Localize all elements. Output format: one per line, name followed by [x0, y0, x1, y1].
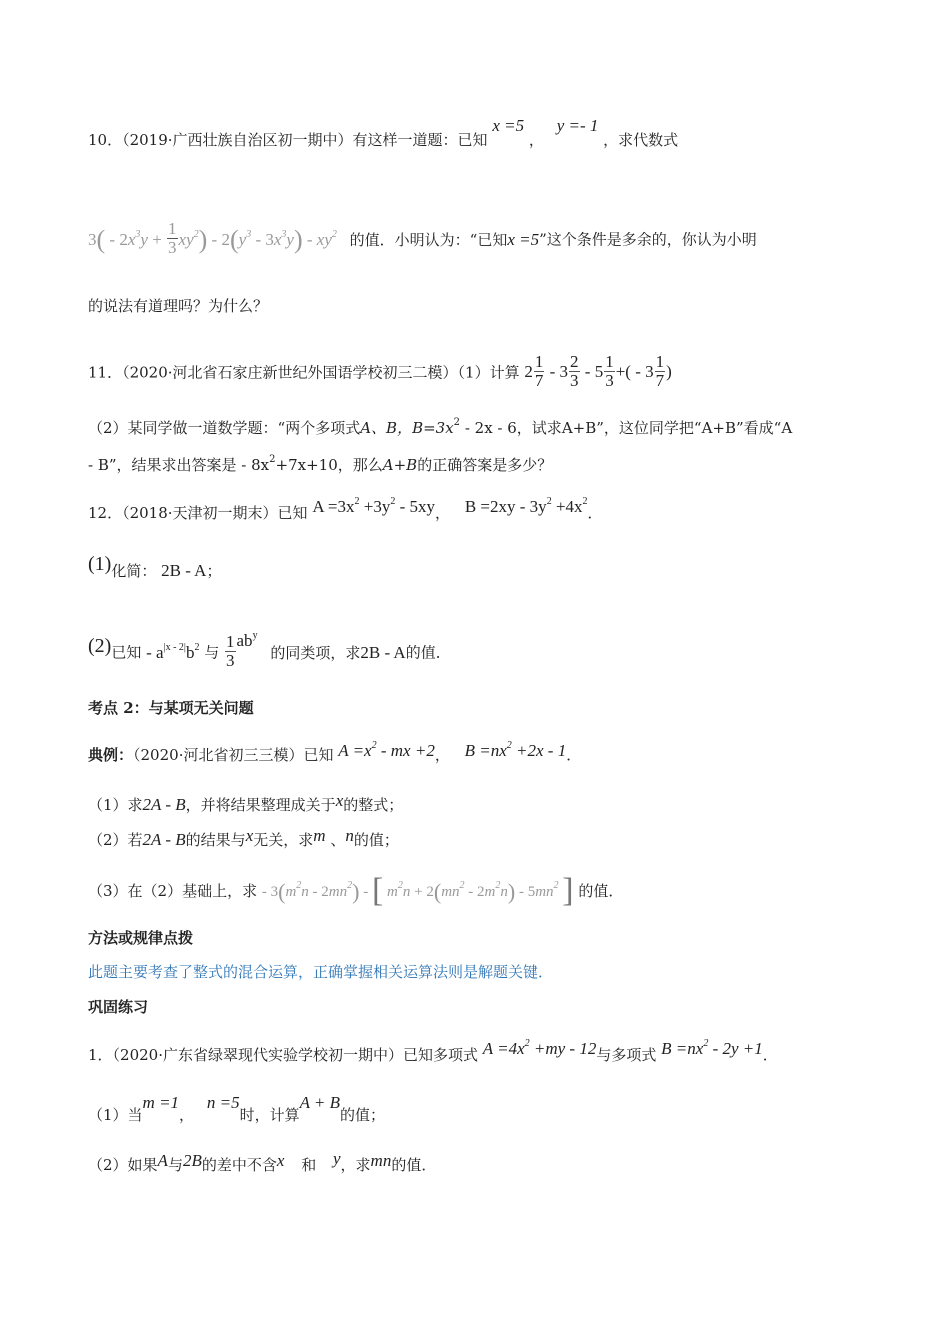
q12-p2-label: (2)	[88, 634, 112, 657]
k2-p3-b: 的值．	[578, 882, 624, 900]
q11-part2-e: - B”，结果求出答案是 - 8x	[88, 456, 270, 474]
q12-source: （2018·天津初一期末）	[122, 504, 278, 522]
example-B-expr: $B =nx^2 +2x - 1$	[464, 740, 567, 760]
q11-part2-line2: - B”，结果求出答案是 - $8x^2+7x+10$，那么A+B的正确答案是多少？	[88, 454, 553, 474]
q11-part2-c: - 2x - 6，试求	[460, 419, 562, 437]
practice-p1-c: 的值；	[340, 1106, 386, 1124]
q10-cond-x: x =5	[492, 116, 525, 135]
k2-p2-n: n	[345, 826, 354, 845]
practice-q1-line	[88, 1038, 778, 1068]
practice-num: 1．	[88, 1046, 113, 1064]
q12-p1-end: ；	[206, 562, 222, 580]
q10-source: （2019·广西壮族自治区初一期中）	[122, 131, 353, 149]
k2-p2-m: m	[313, 826, 326, 845]
q11-part2-f: +7x+10，那么	[275, 456, 383, 474]
q12-p2-mid: 与	[204, 643, 220, 662]
q10-text3: 的值．小明认为：“已知	[349, 230, 508, 249]
practice-p1-a: （1）当	[88, 1106, 143, 1124]
q10-text1: 有这样一道题：已知	[352, 131, 488, 149]
q12-expr-A: $A =3x^2 +3y^2 - 5xy$	[312, 496, 436, 516]
q12-p1-label: (1)	[88, 553, 112, 575]
practice-p2-a: （2）如果	[88, 1156, 158, 1174]
practice-p2-y: y	[332, 1149, 341, 1168]
k2-p3-a: （3）在（2）基础上，求	[88, 882, 258, 900]
q11-source: （2020·河北省石家庄新世纪外国语学校初三二模）	[122, 363, 458, 382]
k2-p1-b: ，并将结果整理成关于	[185, 796, 336, 814]
q10-cond-x2: x =5	[507, 229, 540, 249]
q11-calc-expression: 2 $\frac{1}{7}$ - 3 $\frac{2}{3}$ - 5 $\frac{1}{3}$ +( - 3 $\frac{1}{7}$ )	[524, 352, 672, 390]
practice-end: ．	[762, 1046, 778, 1064]
q10-number: 10．	[88, 131, 123, 149]
k2-p2-a: （2）若	[88, 831, 143, 849]
q10-line1	[88, 116, 679, 150]
practice-p2-A: A	[157, 1151, 168, 1170]
practice-p2-f: 的值．	[391, 1156, 437, 1174]
q12-line1	[88, 496, 603, 526]
practice-p1-sep: ，	[179, 1106, 195, 1124]
k2-p2-d: 、	[330, 831, 346, 849]
k2-p2-expr: 2A - B	[142, 830, 186, 849]
q11-part1-prefix: （1）计算	[457, 363, 520, 382]
k2-p1-a: （1）求	[88, 796, 143, 814]
q10-fraction: $\frac{1}{3}$	[168, 219, 177, 257]
practice-A-expr: $A =4x^2 +my - 12$	[482, 1038, 597, 1058]
practice-B-expr: $B =nx^2 - 2y +1$	[661, 1038, 763, 1058]
q12-part2	[88, 629, 451, 672]
practice-p2-b: 与	[167, 1156, 183, 1174]
practice-p1-expr: A + B	[299, 1093, 341, 1112]
q10-text4: ”这个条件是多余的，你认为小明	[539, 230, 757, 249]
example-label: 典例：	[88, 746, 134, 764]
q10-expr-3: 3	[88, 229, 97, 249]
kaodian2-example-line	[88, 740, 582, 768]
practice-p2-e: ，求	[340, 1156, 371, 1174]
example-A-expr: $A =x^2$ - mx +2	[338, 740, 435, 760]
q12-part1	[88, 553, 222, 581]
q11-part2-h: 的正确答案是多少？	[417, 456, 553, 474]
q10-cond-y: y =- 1	[556, 116, 599, 135]
q12-p1-expr: 2B - A	[161, 561, 207, 580]
example-sep: ，	[434, 746, 450, 764]
q12-sep: ，	[435, 504, 451, 522]
q12-p2-expr: 2B - A	[360, 642, 406, 662]
practice-p2-mn: mn	[370, 1151, 392, 1170]
practice-p2-x: x	[276, 1151, 285, 1170]
q10-text5: 的说法有道理吗？为什么？	[88, 297, 269, 315]
practice-p1-n: n =5	[206, 1093, 240, 1112]
q11-part2-d: A+B”，这位同学把“A+B”看成“A	[561, 419, 793, 437]
k2-p3-expression: - $3(m^2n - 2mn^2)$ - [ $m^2n + 2(mn^2 - 2m^2n) - 5mn^2$ ]	[261, 872, 574, 909]
q12-p2-term1: - $a^{|x - 2|}b^2$	[146, 641, 200, 662]
q12-end: ．	[587, 504, 603, 522]
q11-part2-line1: （2）某同学做一道数学题：“两个多项式A、B，$B=3x^2 - 2x - 6$，试求A+B”，这位同学把“A+B”看成“A	[88, 417, 793, 437]
practice-p2	[88, 1149, 437, 1175]
q11-number: 11．	[88, 363, 123, 382]
kaodian2-heading: 考点 2：与某项无关问题	[88, 699, 254, 717]
q12-text1: 已知	[277, 504, 308, 522]
practice-p1-m: m =1	[142, 1093, 180, 1112]
practice-heading: 巩固练习	[88, 998, 149, 1016]
k2-p1-c: 的整式；	[343, 796, 404, 814]
q11-part2: （2）某同学做一道数学题：“两个多项式	[88, 419, 361, 437]
practice-p2-c: 的差中不含	[201, 1156, 277, 1174]
q12-expr-B: $B =2xy - 3y^2 +4x^2$	[464, 496, 588, 516]
q12-p2-term2: $ab^y$	[236, 629, 258, 650]
k2-p2-e: 的值；	[353, 831, 399, 849]
q10-sep: ，	[528, 131, 544, 149]
practice-source: （2020·广东省绿翠现代实验学校初一期中）已知多项式	[112, 1046, 478, 1064]
kaodian2-p2	[88, 826, 399, 850]
q12-p2-after: 的同类项，求	[270, 643, 361, 662]
q11-line1	[88, 352, 672, 392]
method-text: 此题主要考查了整式的混合运算，正确掌握相关运算法则是解题关键．	[88, 963, 554, 981]
q11-part2-b: A、B，B=3x	[360, 419, 454, 437]
practice-mid: 与多项式	[596, 1046, 657, 1064]
practice-p1	[88, 1093, 386, 1125]
q12-p2-text: 已知	[111, 643, 142, 662]
q12-p2-fraction: $\frac{1}{3}$	[226, 632, 235, 670]
k2-p2-b: 的结果与	[185, 831, 246, 849]
practice-p2-d: 和	[301, 1156, 317, 1174]
q10-text2: ，求代数式	[603, 131, 679, 149]
q10-expression-line: $3( - 2x^3y$ + $\frac{1}{3}$ $xy^2) - 2(y^3 - 3x^3y) - xy^2$ 的值．小明认为：“已知x =5”这个条件是多余的，你认为小明	[88, 219, 757, 257]
q10-line3	[88, 296, 268, 316]
k2-p2-x: x	[245, 826, 254, 845]
q11-part2-g: A+B	[382, 456, 418, 474]
example-end: ．	[566, 746, 582, 764]
kaodian2-p3	[88, 872, 624, 909]
method-heading: 方法或规律点拨	[88, 929, 194, 947]
q12-p2-end: 的值．	[405, 643, 451, 662]
practice-p2-2B: 2B	[182, 1151, 202, 1170]
q12-number: 12．	[88, 504, 123, 522]
k2-p1-expr: 2A - B	[142, 795, 186, 814]
kaodian2-p1	[88, 791, 404, 815]
k2-p1-x: x	[335, 791, 344, 810]
example-source: （2020·河北省初三三模）已知	[133, 746, 334, 764]
k2-p2-c: 无关，求	[253, 831, 314, 849]
practice-p1-b: 时，计算	[239, 1106, 300, 1124]
q12-p1-text: 化简：	[111, 562, 157, 580]
